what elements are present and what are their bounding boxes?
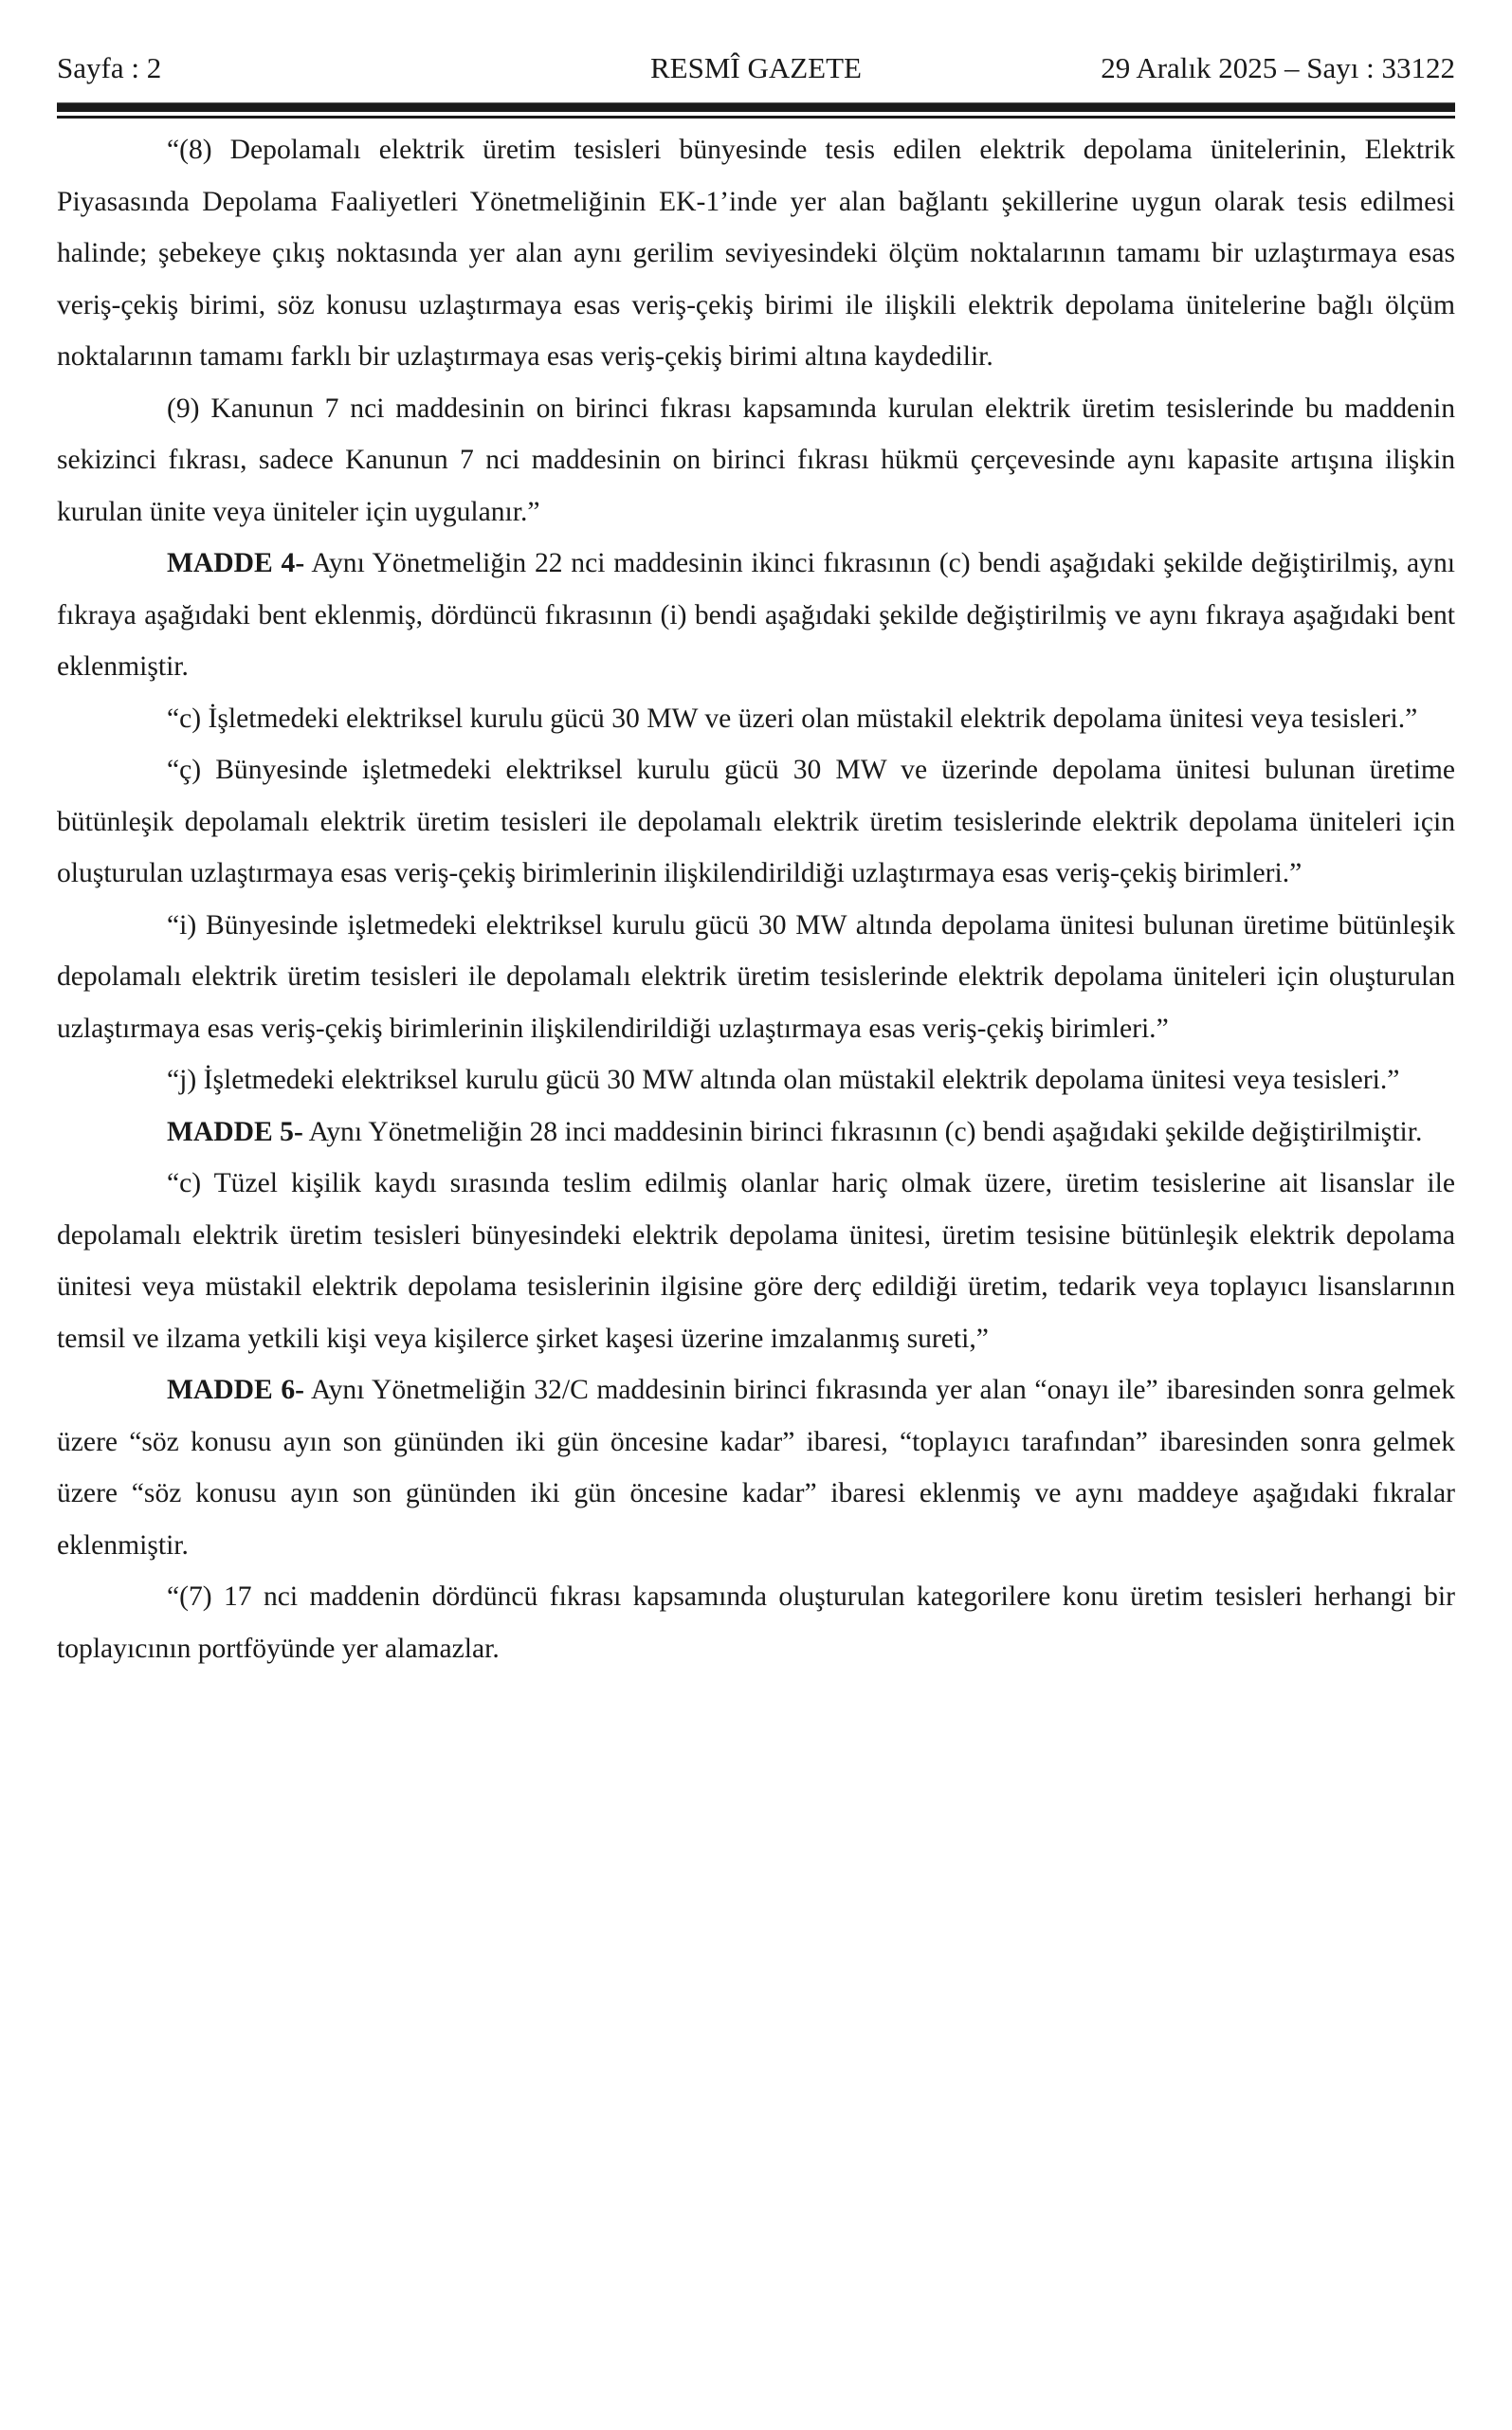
document-body: [57, 124, 1455, 1674]
page-header: [57, 47, 1455, 89]
article-heading: MADDE 5-: [167, 1116, 303, 1147]
item-c: “c) İşletmedeki elektriksel kurulu gücü 30 MW ve üzeri olan müstakil elektrik depolama ünitesi veya tesisleri.”: [167, 703, 1418, 734]
item-cc: “ç) Bünyesinde işletmedeki elektriksel kurulu gücü 30 MW ve üzerinde depolama ünitesi bulunan üretime bütünleşik depolamalı elektrik üretim tesisleri ile depolamalı elektrik üretim tesislerinde elektrik depolama üniteleri için oluşturulan uzlaştırmaya esas veriş-çekiş birimlerinin ilişkilendirildiği uzlaştırmaya esas veriş-çekiş birimleri.”: [57, 755, 1455, 888]
paragraph-clause-9: (9) Kanunun 7 nci maddesinin on birinci fıkrası kapsamında kurulan elektrik üretim tesislerinde bu maddenin sekizinci fıkrası, sadece Kanunun 7 nci maddesinin on birinci fıkrası hükmü çerçevesinde aynı kapasite artışına ilişkin kurulan ünite veya üniteler için uygulanır.”: [57, 393, 1455, 527]
item-c-license: “c) Tüzel kişilik kaydı sırasında teslim edilmiş olanlar hariç olmak üzere, üretim tesislerine ait lisanslar ile depolamalı elektrik üretim tesisleri bünyesindeki elektrik depolama ünitesi, üretim tesisine bütünleşik elektrik depolama ünitesi veya müstakil elektrik depolama tesislerinin ilgisine göre derç edildiği üretim, tedarik veya toplayıcı lisanslarının temsil ve ilzama yetkili kişi veya kişilerce şirket kaşesi üzerine imzalanmış sureti,”: [57, 1168, 1455, 1354]
article-6: MADDE 6- Aynı Yönetmeliğin 32/C maddesinin birinci fıkrasında yer alan “onayı ile” ibaresinden sonra gelmek üzere “söz konusu ayın son gününden iki gün öncesine kadar” ibaresi, “toplayıcı tarafından” ibaresinden sonra gelmek üzere “söz konusu ayın son gününden iki gün öncesine kadar” ibaresi eklenmiş ve aynı maddeye aşağıdaki fıkralar eklenmiştir.: [57, 1375, 1455, 1561]
page-number: Sayfa : 2: [57, 51, 162, 84]
header-rule-thick: [57, 102, 1455, 112]
paragraph-clause-7: “(7) 17 nci maddenin dördüncü fıkrası kapsamında oluşturulan kategorilere konu üretim tesisleri herhangi bir toplayıcının portföyünde yer alamazlar.: [57, 1581, 1455, 1664]
article-heading: MADDE 6-: [167, 1375, 305, 1405]
gazette-page: [57, 47, 1455, 1674]
header-rule-thin: [57, 116, 1455, 119]
item-j: “j) İşletmedeki elektriksel kurulu gücü 30 MW altında olan müstakil elektrik depolama ünitesi veya tesisleri.”: [167, 1065, 1400, 1095]
publication-title: RESMÎ GAZETE: [649, 51, 862, 84]
article-5: MADDE 5- Aynı Yönetmeliğin 28 inci maddesinin birinci fıkrasının (c) bendi aşağıdaki şekilde değiştirilmiştir.: [167, 1116, 1423, 1147]
article-heading: MADDE 4-: [167, 548, 305, 578]
item-i: “i) Bünyesinde işletmedeki elektriksel kurulu gücü 30 MW altında depolama ünitesi bulunan üretime bütünleşik depolamalı elektrik üretim tesisleri ile depolamalı elektrik üretim tesislerinde elektrik depolama üniteleri için oluşturulan uzlaştırmaya esas veriş-çekiş birimlerinin ilişkilendirildiği uzlaştırmaya esas veriş-çekiş birimleri.”: [57, 909, 1455, 1044]
article-4: MADDE 4- Aynı Yönetmeliğin 22 nci maddesinin ikinci fıkrasının (c) bendi aşağıdaki şekilde değiştirilmiş, aynı fıkraya aşağıdaki bent eklenmiş, dördüncü fıkrasının (i) bendi aşağıdaki şekilde değiştirilmiş ve aynı fıkraya aşağıdaki bent eklenmiştir.: [57, 548, 1455, 682]
issue-date-number: 29 Aralık 2025 – Sayı : 33122: [1101, 51, 1455, 84]
paragraph-clause-8: “(8) Depolamalı elektrik üretim tesisleri bünyesinde tesis edilen elektrik depolama ünitelerinin, Elektrik Piyasasında Depolama Faaliyetleri Yönetmeliğinin EK-1’inde yer alan bağlantı şekillerine uygun olarak tesis edilmesi halinde; şebekeye çıkış noktasında yer alan aynı gerilim seviyesindeki ölçüm noktalarının tamamı bir uzlaştırmaya esas veriş-çekiş birimi, söz konusu uzlaştırmaya esas veriş-çekiş birimi ile ilişkili elektrik depolama ünitelerine bağlı ölçüm noktalarının tamamı farklı bir uzlaştırmaya esas veriş-çekiş birimi altına kaydedilir.: [57, 135, 1455, 372]
